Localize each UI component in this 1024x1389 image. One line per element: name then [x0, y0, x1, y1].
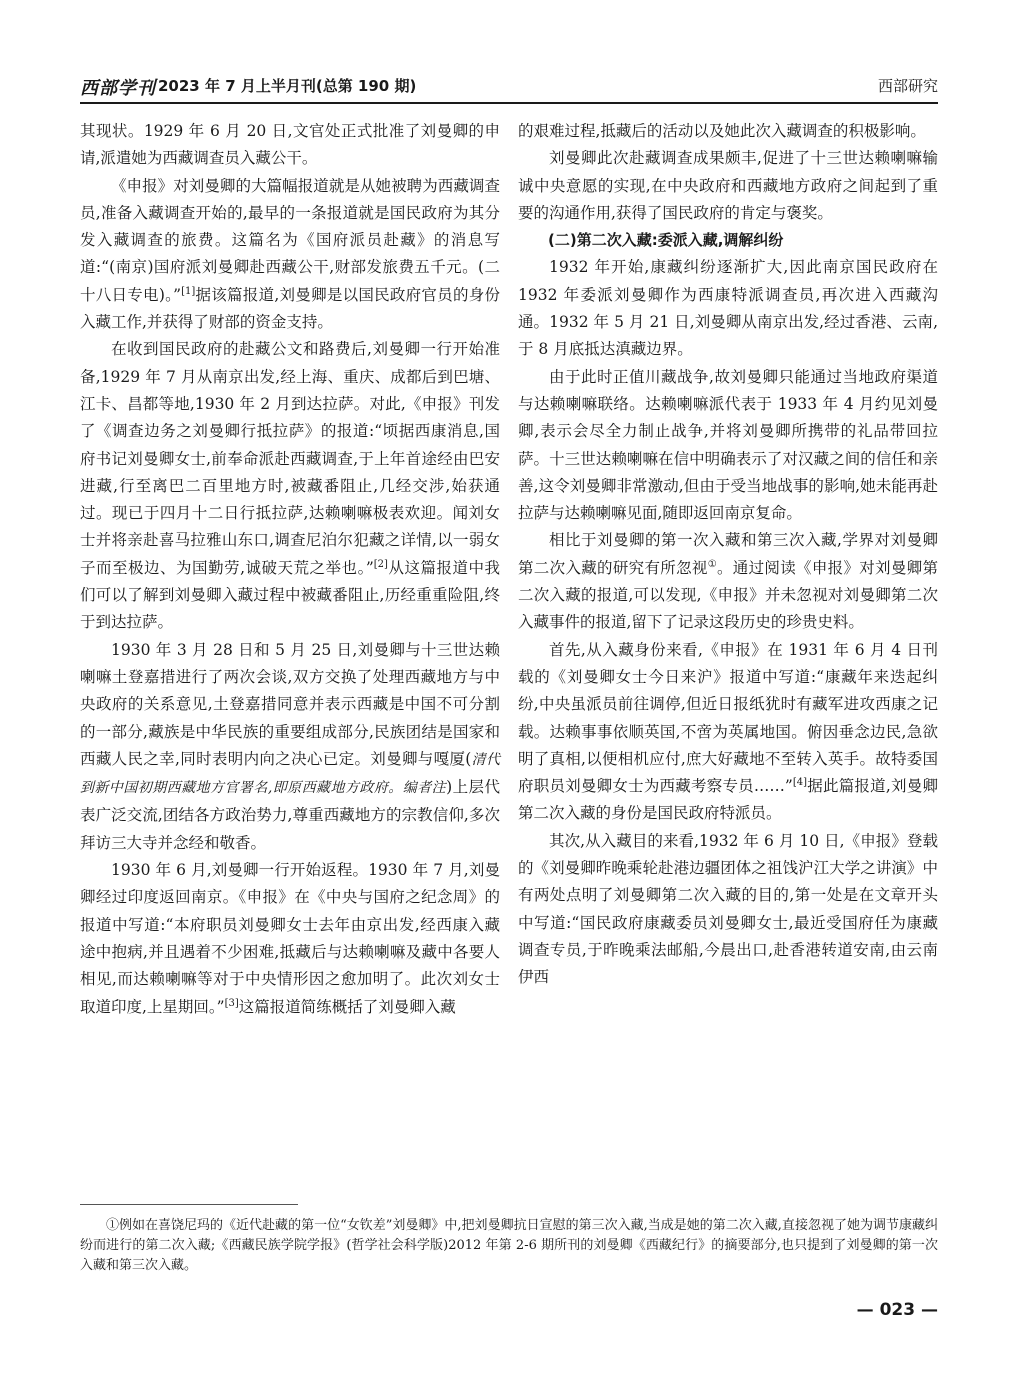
- paragraph: 其次,从入藏目的来看,1932 年 6 月 10 日,《申报》登载的《刘曼卿昨晚乘轮赴港边疆团体之祖饯沪江大学之讲演》中有两处点明了刘曼卿第二次入藏的目的,第一处是在文章开头中写道:“国民政府康藏委员刘曼卿女士,最近受国府任为康藏调查专员,于昨晚乘法邮船,今晨出口,赴香港转道安南,由云南伊西: [518, 831, 938, 987]
- editor-note: 清代到新中国初期西藏地方官署名,即原西藏地方政府。编者注: [80, 751, 500, 797]
- footnote: [80, 1216, 938, 1276]
- reference-marker: [1]: [181, 285, 196, 297]
- paragraph: 其现状。1929 年 6 月 20 日,文官处正式批准了刘曼卿的申请,派遣她为西藏调查员入藏公干。: [80, 122, 500, 168]
- paragraph: 1930 年 3 月 28 日和 5 月 25 日,刘曼卿与十三世达赖喇嘛土登嘉措进行了两次会谈,双方交换了处理西藏地方与中央政府的关系意见,土登嘉措同意并表示西藏是中国不可分割的一部分,藏族是中华民族的重要组成部分,民族团结是国家和西藏人民之幸,同时表明内向之决心已定。刘曼卿与嘎厦(清代到新中国初期西藏地方官署名,即原西藏地方政府。编者注)上层代表广泛交流,团结各方政治势力,尊重西藏地方的宗教信仰,多次拜访三大寺并念经和敬香。: [80, 640, 500, 852]
- section-name: 西部研究: [877, 77, 938, 95]
- paragraph: 由于此时正值川藏战争,故刘曼卿只能通过当地政府渠道与达赖喇嘛联络。达赖喇嘛派代表于 1933 年 4 月约见刘曼卿,表示会尽全力制止战争,并将刘曼卿所携带的礼品带回拉萨。十三世达赖喇嘛在信中明确表示了对汉藏之间的信任和亲善,这令刘曼卿非常激动,但由于受当地战事的影响,她未能再赴拉萨与达赖喇嘛见面,随即返回南京复命。: [518, 367, 938, 523]
- reference-marker: [3]: [224, 997, 239, 1009]
- running-header: [80, 72, 938, 104]
- page-number: — 023 —: [856, 1300, 938, 1320]
- footnote-marker: ①: [707, 558, 717, 570]
- reference-marker: [4]: [792, 776, 808, 788]
- paragraph: 的艰难过程,抵藏后的活动以及她此次入藏调查的积极影响。: [518, 122, 926, 140]
- paragraph: 在收到国民政府的赴藏公文和路费后,刘曼卿一行开始准备,1929 年 7 月从南京出发,经上海、重庆、成都后到巴塘、江卡、昌都等地,1930 年 2 月到达拉萨。对此,《申报》刊发了《调查边务之刘曼卿行抵拉萨》的报道:“顷据西康消息,国府书记刘曼卿女士,前奉命派赴西藏调查,于上年首途经由巴安进藏,行至离巴二百里地方时,被藏番阻止,几经交涉,始获通过。现已于四月十二日行抵拉萨,达赖喇嘛极表欢迎。闻刘女士并将亲赴喜马拉雅山东口,调查尼泊尔犯藏之详情,以一弱女子而至极边、为国勤劳,诚破天荒之举也。”[2]从这篇报道中我们可以了解到刘曼卿入藏过程中被藏番阻止,历经重重险阻,终于到达拉萨。: [80, 340, 500, 632]
- section-subheading: (二)第二次入藏:委派入藏,调解纠纷: [548, 231, 784, 250]
- paragraph: 1932 年开始,康藏纠纷逐渐扩大,因此南京国民政府在 1932 年委派刘曼卿作为西康特派调查员,再次进入西藏沟通。1932 年 5 月 21 日,刘曼卿从南京出发,经过香港、云南,于 8 月底抵达滇藏边界。: [518, 258, 938, 359]
- footnote-divider: [80, 1204, 298, 1205]
- paragraph: 1930 年 6 月,刘曼卿一行开始返程。1930 年 7 月,刘曼卿经过印度返回南京。《申报》在《中央与国府之纪念周》的报道中写道:“本府职员刘曼卿女士去年由京出发,经西康入藏途中抱病,并且遇着不少困难,抵藏后与达赖喇嘛及藏中各要人相见,而达赖喇嘛等对于中央情形因之愈加明了。此次刘女士取道印度,上星期回。”[3]这篇报道简练概括了刘曼卿入藏: [80, 861, 500, 1016]
- paragraph: 相比于刘曼卿的第一次入藏和第三次入藏,学界对刘曼卿第二次入藏的研究有所忽视①。通过阅读《申报》对刘曼卿第二次入藏的报道,可以发现,《申报》并未忽视对刘曼卿第二次入藏事件的报道,留下了记录这段历史的珍贵史料。: [518, 531, 938, 632]
- paragraph: 首先,从入藏身份来看,《申报》在 1931 年 6 月 4 日刊载的《刘曼卿女士今日来沪》报道中写道:“康藏年来迭起纠纷,中央虽派员前往调停,但近日报纸犹时有藏军进攻西康之记载。达赖事事依顺英国,不啻为英属地国。俯因垂念边民,急欲明了真相,以便相机应付,庶大好藏地不至转入英手。故特委国府职员刘曼卿女士为西藏考察专员……”[4]据此篇报道,刘曼卿第二次入藏的身份是国民政府特派员。: [518, 640, 938, 823]
- reference-marker: [2]: [373, 558, 388, 570]
- journal-logo: 西部学刊: [80, 78, 156, 99]
- right-column: [518, 118, 938, 992]
- issue-info: 2023 年 7 月上半月刊(总第 190 期): [158, 77, 417, 95]
- left-column: [80, 118, 500, 1021]
- paragraph: 刘曼卿此次赴藏调查成果颇丰,促进了十三世达赖喇嘛输诚中央意愿的实现,在中央政府和西藏地方政府之间起到了重要的沟通作用,获得了国民政府的肯定与褒奖。: [518, 149, 938, 222]
- footnote-text: ①例如在喜饶尼玛的《近代赴藏的第一位“女钦差”刘曼卿》中,把刘曼卿抗日宣慰的第三次入藏,当成是她的第二次入藏,直接忽视了她为调节康藏纠纷而进行的第二次入藏;《西藏民族学院学报》(哲学社会科学版)2012 年第 2-6 期所刊的刘曼卿《西藏纪行》的摘要部分,也只提到了刘曼卿的第一次入藏和第三次入藏。: [80, 1218, 938, 1273]
- paragraph: 《申报》对刘曼卿的大篇幅报道就是从她被聘为西藏调查员,准备入藏调查开始的,最早的一条报道就是国民政府为其分发入藏调查的旅费。这篇名为《国府派员赴藏》的消息写道:“(南京)国府派刘曼卿赴西藏公干,财部发旅费五千元。(二十八日专电)。”[1]据该篇报道,刘曼卿是以国民政府官员的身份入藏工作,并获得了财部的资金支持。: [80, 176, 500, 332]
